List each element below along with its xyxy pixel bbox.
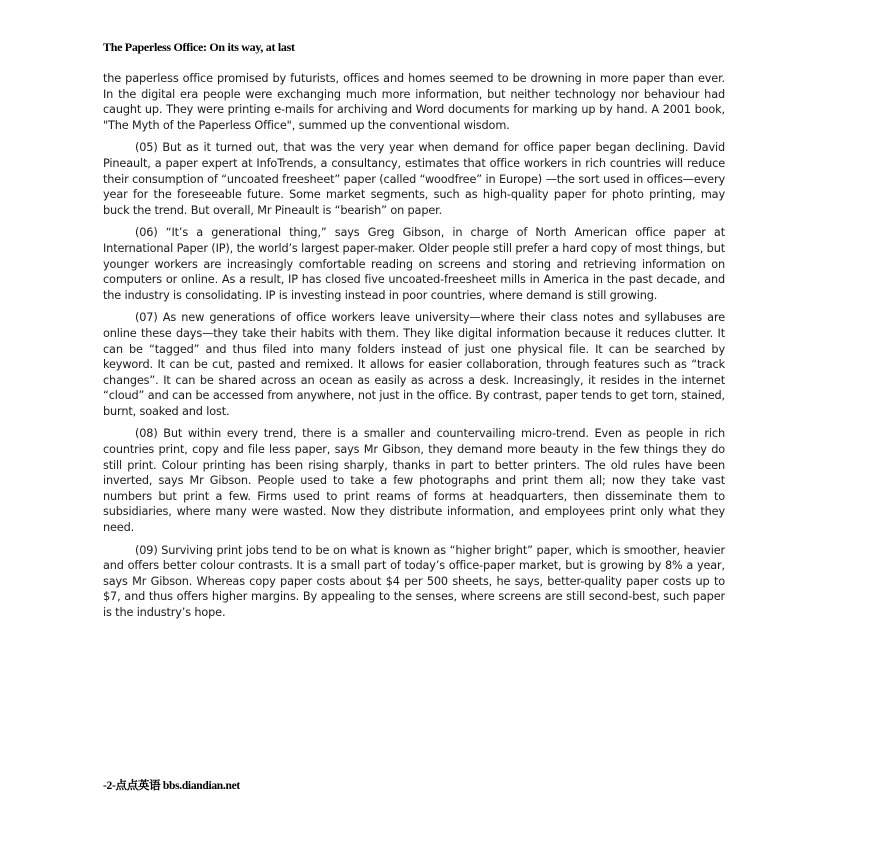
paragraph-05: (05) But as it turned out, that was the very year when demand for office paper began declining. David Pineault, a paper expert at InfoTrends, a consultancy, estimates that office workers in rich countries will reduce their consumption of “uncoated freesheet” paper (called “woodfree” in Europe) —the sort used in offices—every year for the foreseeable future. Some market segments, such as high-quality paper for photo printing, may buck the trend. But overall, Mr Pineault is “bearish” on paper. xyxy=(103,141,725,217)
paragraph-06: (06) “It’s a generational thing,” says Greg Gibson, in charge of North American office paper at International Paper (IP), the world’s largest paper-maker. Older people still prefer a hard copy of most things, but younger workers are increasingly comfortable reading on screens and storing and retrieving information on computers or online. As a result, IP has closed five uncoated-freesheet mills in America in the past decade, and the industry is consolidating. IP is investing instead in poor countries, where demand is still growing. xyxy=(103,226,725,302)
paragraph-09: (09) Surviving print jobs tend to be on what is known as “higher bright” paper, which is smoother, heavier and offers better colour contrasts. It is a small part of today’s office-paper market, but is growing by 8% a year, says Mr Gibson. Whereas copy paper costs about $4 per 500 sheets, he says, better-quality paper costs up to $7, and thus offers higher margins. By appealing to the senses, where screens are still second-best, such paper is the industry’s hope. xyxy=(103,543,725,619)
document-title: The Paperless Office: On its way, at last xyxy=(103,40,295,54)
paragraph-08: (08) But within every trend, there is a smaller and countervailing micro-trend. Even as people in rich countries print, copy and file less paper, says Mr Gibson, they demand more beauty in the few things they do still print. Colour printing has been rising sharply, thanks in part to better printers. The old rules have been inverted, says Mr Gibson. People used to take a few photographs and print them all; now they take vast numbers but print a few. Firms used to print reams of forms at headquarters, then disseminate them to subsidiaries, where many were wasted. Now they distribute information, and employees print only what they need. xyxy=(103,427,725,535)
page-footer: -2-点点英语 bbs.diandian.net xyxy=(103,780,240,792)
paragraph-07: (07) As new generations of office workers leave university—where their class notes and syllabuses are online these days—they take their habits with them. They like digital information because it reduces clutter. It can be “tagged” and thus filed into many folders instead of just one physical file. It can be searched by keyword. It can be cut, pasted and remixed. It allows for easier collaboration, through features such as “track changes”. It can be shared across an ocean as easily as across a desk. Increasingly, it resides in the internet “cloud” and can be accessed from anywhere, not just in the office. By contrast, paper tends to get torn, stained, burnt, soaked and lost. xyxy=(103,311,725,418)
article-body xyxy=(103,71,725,628)
paragraph-continued: the paperless office promised by futurists, offices and homes seemed to be drowning in more paper than ever. In the digital era people were exchanging much more information, but neither technology nor behaviour had caught up. They were printing e-mails for archiving and Word documents for marking up by hand. A 2001 book, "The Myth of the Paperless Office", summed up the conventional wisdom. xyxy=(103,72,725,132)
